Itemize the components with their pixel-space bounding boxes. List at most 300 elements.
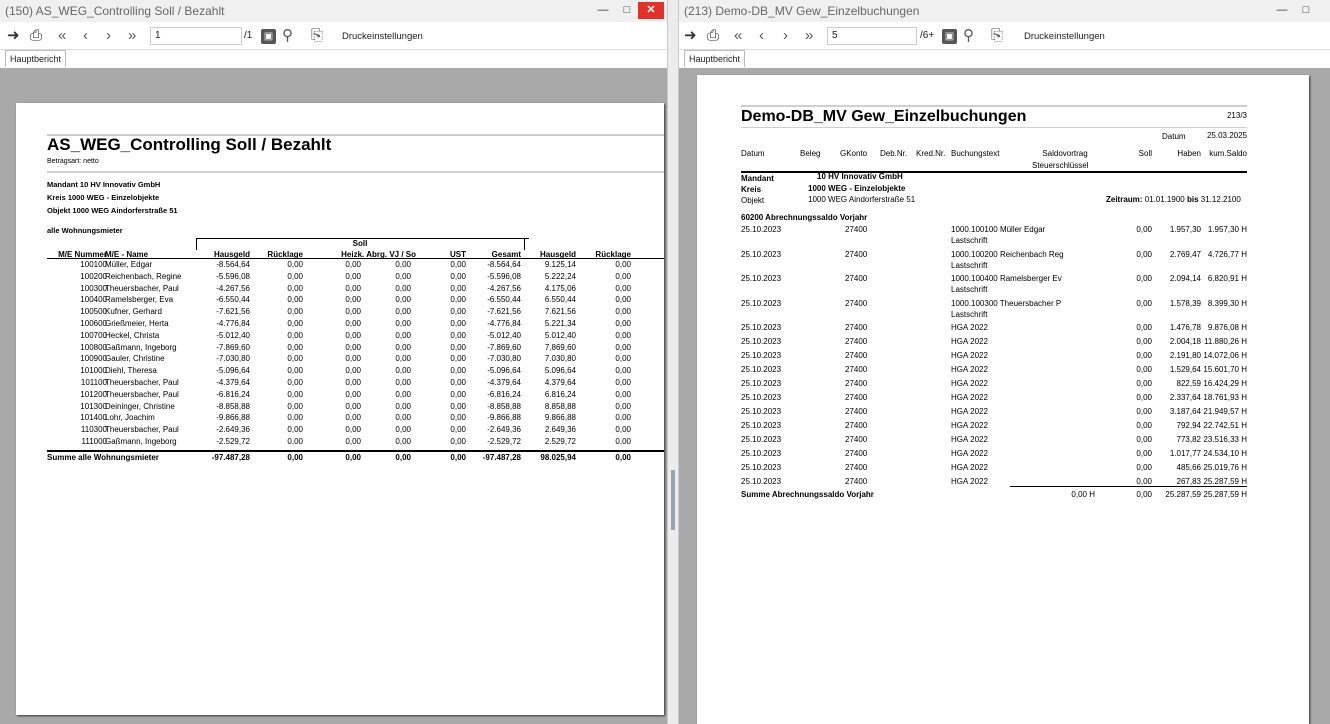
export-icon[interactable]: ➜ [7, 27, 20, 44]
table-row [16, 284, 664, 296]
soll-header: Soll [352, 239, 368, 248]
table-cell: -2.649,36 [487, 425, 521, 435]
row-text-2: Lastschrift [951, 236, 988, 245]
table-row [697, 365, 1309, 377]
table-cell: 0,00 [450, 401, 466, 411]
row-haben: 1.017,77 [1169, 449, 1201, 458]
row-text: HGA 2022 [951, 337, 988, 346]
table-cell: -4.379,64 [487, 378, 521, 387]
row-haben: 773,82 [1176, 435, 1201, 444]
table-cell: 0,00 [450, 295, 466, 305]
row-soll: 0,00 [1136, 225, 1152, 234]
table-cell: 0,00 [615, 401, 631, 411]
table-cell: 0,00 [287, 413, 303, 423]
column-header: Hausgeld [213, 250, 250, 259]
page-number-input[interactable]: 5 [827, 27, 917, 45]
row-gkonto: 27400 [845, 351, 868, 360]
table-cell: 0,00 [287, 260, 303, 269]
table-cell: Heckel, Christa [105, 330, 160, 340]
last-page-icon[interactable]: » [805, 27, 814, 44]
table-cell: 0,00 [395, 354, 411, 364]
table-row [16, 272, 664, 284]
print-icon[interactable]: ⎙ [707, 27, 720, 44]
row-date: 25.10.2023 [741, 323, 782, 332]
zeitraum-to: 31.12.2100 [1200, 195, 1241, 204]
table-cell: 0,00 [395, 295, 411, 305]
print-settings-button[interactable]: Druckeinstellungen [342, 31, 423, 42]
table-cell: 0,00 [395, 413, 411, 423]
table-cell: 0,00 [345, 354, 361, 364]
row-date: 25.10.2023 [741, 249, 782, 259]
table-cell: 0,00 [450, 354, 466, 364]
table-cell: 2.529,72 [544, 437, 576, 446]
table-cell: 0,00 [615, 425, 631, 435]
page-number-input[interactable]: 1 [150, 27, 242, 45]
table-cell: 5.096,64 [544, 366, 576, 376]
print-icon[interactable]: ⎙ [30, 27, 43, 44]
row-haben: 2.094,14 [1169, 274, 1201, 283]
report-title: Demo-DB_MV Gew_Einzelbuchungen [741, 108, 1027, 125]
zoom-icon[interactable]: ⚲ [963, 27, 974, 44]
row-kum-saldo: 14.072,06 H [1203, 351, 1247, 360]
table-cell: 100200 [80, 271, 107, 281]
print-settings-icon[interactable]: ⎘ [991, 27, 1004, 44]
table-row [697, 477, 1309, 489]
table-cell: 0,00 [345, 260, 361, 269]
column-header: Buchungstext [951, 149, 1000, 158]
row-date: 25.10.2023 [741, 298, 782, 308]
row-gkonto: 27400 [845, 249, 868, 259]
table-cell: 0,00 [345, 271, 361, 281]
row-soll: 0,00 [1136, 421, 1152, 430]
row-gkonto: 27400 [845, 225, 868, 234]
row-kum-saldo: 6.820,91 H [1207, 274, 1247, 283]
table-cell: -7.869,60 [487, 342, 521, 352]
table-cell: 0,00 [450, 342, 466, 352]
table-cell: -2.529,72 [216, 437, 250, 446]
row-gkonto: 27400 [845, 407, 868, 416]
table-cell: Müller, Edgar [105, 260, 153, 269]
table-row [16, 331, 664, 343]
zeitraum-from: 01.01.1900 [1144, 195, 1185, 204]
table-row [697, 225, 1309, 245]
table-cell: 101400 [80, 413, 107, 423]
table-cell: 0,00 [287, 401, 303, 411]
table-cell: 9.125,14 [544, 260, 576, 269]
row-haben: 822,59 [1176, 379, 1201, 388]
sum-value: 98.025,94 [540, 453, 576, 462]
row-gkonto: 27400 [845, 449, 868, 458]
row-gkonto: 27400 [845, 379, 868, 388]
page-ref: 213/3 [1226, 111, 1247, 120]
row-date: 25.10.2023 [741, 393, 782, 402]
mandant-label: Mandant [741, 174, 774, 183]
table-cell: 101200 [80, 389, 107, 399]
kreis-label: Kreis [741, 185, 762, 194]
maximize-button[interactable]: □ [623, 4, 631, 16]
row-text: HGA 2022 [951, 477, 988, 486]
table-row [697, 337, 1309, 349]
sum-value: 0,00 [345, 453, 361, 462]
soll-group-right-edge [524, 238, 525, 250]
table-cell: -4.267,56 [487, 283, 521, 293]
row-kum-saldo: 9.876,08 H [1207, 323, 1247, 332]
table-row [697, 463, 1309, 475]
export-icon[interactable]: ➜ [684, 27, 697, 44]
sum-label: Summe alle Wohnungsmieter [47, 453, 159, 462]
sum-rule [47, 450, 664, 452]
row-haben: 792,94 [1176, 421, 1201, 430]
column-header: Hausgeld [539, 250, 576, 259]
table-cell: 0,00 [287, 425, 303, 435]
table-cell: -5.096,64 [216, 366, 250, 376]
row-soll: 0,00 [1136, 351, 1152, 360]
table-cell: 0,00 [615, 307, 631, 317]
splitter-handle[interactable] [671, 470, 675, 530]
sum-value: -97.487,28 [482, 453, 521, 462]
table-cell: 0,00 [287, 330, 303, 340]
table-cell: 0,00 [450, 283, 466, 293]
column-header: GKonto [840, 149, 868, 158]
table-cell: -8.564,64 [487, 260, 521, 269]
table-cell: 0,00 [615, 260, 631, 269]
row-soll: 0,00 [1136, 477, 1152, 486]
sum-value: 0,00 [615, 453, 631, 462]
table-cell: 0,00 [395, 401, 411, 411]
table-cell: -4.379,64 [216, 378, 250, 387]
table-cell: -6.816,24 [216, 389, 250, 399]
column-header: Soll [1138, 149, 1152, 158]
row-soll: 0,00 [1136, 274, 1152, 283]
row-gkonto: 27400 [845, 337, 868, 346]
column-rule [47, 258, 664, 259]
row-text: HGA 2022 [951, 463, 988, 472]
close-button[interactable]: ✕ [638, 2, 664, 19]
table-cell: 2.649,36 [544, 425, 576, 435]
table-cell: -5.596,08 [487, 271, 521, 281]
row-soll: 0,00 [1136, 298, 1152, 308]
table-cell: -5.012,40 [216, 330, 250, 340]
table-cell: 0,00 [395, 319, 411, 328]
row-kum-saldo: 15.601,70 H [1203, 365, 1247, 374]
table-cell: 0,00 [345, 437, 361, 446]
table-cell: -4.776,84 [487, 319, 521, 328]
table-cell: -7.621,56 [487, 307, 521, 317]
kreis: Kreis 1000 WEG - Einzelobjekte [47, 193, 160, 202]
minimize-button[interactable]: — [597, 4, 609, 16]
next-page-icon[interactable]: › [106, 27, 111, 44]
table-cell: -5.012,40 [487, 330, 521, 340]
row-kum-saldo: 23.516,33 H [1203, 435, 1247, 444]
table-cell: 0,00 [345, 366, 361, 376]
row-text: HGA 2022 [951, 393, 988, 402]
row-kum-saldo: 25.287,59 H [1203, 477, 1247, 486]
table-cell: Kufner, Gerhard [105, 307, 162, 317]
table-cell: 100300 [80, 283, 107, 293]
table-cell: -5.096,64 [487, 366, 521, 376]
row-soll: 0,00 [1136, 323, 1152, 332]
row-soll: 0,00 [1136, 407, 1152, 416]
steuerschluessel-label: Steuerschlüssel [1032, 161, 1089, 170]
sum-saldo: 0,00 H [1071, 490, 1095, 499]
left-title-bar [0, 0, 667, 22]
table-cell: 0,00 [287, 354, 303, 364]
row-text: HGA 2022 [951, 379, 988, 388]
print-settings-icon[interactable]: ⎘ [311, 27, 324, 44]
table-cell: Deininger, Christine [105, 401, 175, 411]
row-haben: 1.957,30 [1169, 225, 1201, 234]
table-cell: -6.550,44 [487, 295, 521, 305]
table-cell: 0,00 [450, 437, 466, 446]
row-kum-saldo: 25.019,76 H [1203, 463, 1247, 472]
zoom-fit-icon[interactable]: ▣ [261, 29, 276, 44]
sum-soll: 0,00 [1136, 490, 1152, 499]
table-cell: 0,00 [450, 307, 466, 317]
table-cell: Theuersbacher, Paul [105, 425, 179, 435]
row-date: 25.10.2023 [741, 351, 782, 360]
datum-value: 25.03.2025 [1206, 131, 1247, 140]
page-count: /6+ [920, 30, 935, 41]
row-haben: 3.187,64 [1169, 407, 1201, 416]
table-cell: 0,00 [345, 425, 361, 435]
table-cell: 4.379,64 [544, 378, 576, 387]
row-text: HGA 2022 [951, 365, 988, 374]
row-kum-saldo: 22.742,51 H [1203, 421, 1247, 430]
row-gkonto: 27400 [845, 421, 868, 430]
table-cell: 0,00 [287, 437, 303, 446]
mandant-value: 10 HV Innovativ GmbH [817, 172, 903, 181]
row-kum-saldo: 24.534,10 H [1203, 449, 1247, 458]
table-cell: 0,00 [615, 378, 631, 387]
table-cell: Ramelsberger, Eva [105, 295, 174, 305]
table-cell: 0,00 [345, 330, 361, 340]
maximize-button[interactable]: □ [1302, 4, 1310, 16]
right-report-viewer[interactable] [679, 68, 1330, 724]
table-cell: 0,00 [615, 342, 631, 352]
page-count: /1 [244, 30, 253, 41]
zeitraum [1106, 195, 1241, 204]
table-cell: 0,00 [395, 342, 411, 352]
sum-haben: 25.287,59 [1165, 490, 1201, 499]
table-cell: 100600 [80, 319, 107, 328]
sum-rule [1010, 486, 1247, 487]
row-soll: 0,00 [1136, 449, 1152, 458]
left-report-viewer[interactable] [0, 68, 667, 724]
table-cell: Grießmeier, Herta [105, 319, 169, 328]
table-cell: 0,00 [345, 401, 361, 411]
row-soll: 0,00 [1136, 365, 1152, 374]
table-cell: -7.030,80 [487, 354, 521, 364]
table-row [16, 343, 664, 355]
zeitraum-label: Zeitraum: [1106, 195, 1143, 204]
row-soll: 0,00 [1136, 435, 1152, 444]
table-row [697, 393, 1309, 405]
table-cell: Gauler, Christine [105, 354, 165, 364]
table-cell: 4.175,06 [544, 283, 576, 293]
table-cell: Theuersbacher, Paul [105, 283, 179, 293]
row-kum-saldo: 11.880,26 H [1204, 337, 1247, 346]
row-date: 25.10.2023 [741, 274, 782, 283]
section-header: 60200 Abrechnungssaldo Vorjahr [741, 213, 868, 222]
table-cell: 0,00 [345, 342, 361, 352]
table-cell: 0,00 [287, 319, 303, 328]
table-cell: 0,00 [345, 378, 361, 387]
splitter[interactable] [667, 0, 679, 724]
table-cell: 0,00 [345, 413, 361, 423]
table-cell: 0,00 [345, 389, 361, 399]
column-header: Beleg [800, 149, 821, 158]
row-date: 25.10.2023 [741, 407, 782, 416]
table-cell: 7.869,60 [544, 342, 576, 352]
right-report-window [679, 0, 1330, 724]
table-cell: -7.030,80 [216, 354, 250, 364]
row-text-2: Lastschrift [951, 260, 988, 270]
table-cell: 9.866,88 [544, 413, 576, 423]
table-cell: 0,00 [615, 389, 631, 399]
right-report-page [697, 75, 1309, 724]
row-text-2: Lastschrift [951, 309, 988, 319]
table-cell: 0,00 [450, 330, 466, 340]
table-cell: -4.776,84 [216, 319, 250, 328]
table-cell: 0,00 [395, 271, 411, 281]
mandant: Mandant 10 HV Innovativ GmbH [47, 180, 161, 189]
header-rule [741, 127, 1247, 128]
table-cell: 0,00 [395, 378, 411, 387]
table-cell: 0,00 [287, 366, 303, 376]
table-cell: 6.550,44 [544, 295, 576, 305]
table-cell: Reichenbach, Regine [105, 271, 182, 281]
row-haben: 2.769,47 [1169, 249, 1201, 259]
minimize-button[interactable]: — [1276, 4, 1288, 16]
sum-value: 0,00 [395, 453, 411, 462]
previous-page-icon[interactable]: ‹ [83, 27, 88, 44]
column-header: M/E Nummer [58, 250, 107, 259]
row-haben: 2.191,80 [1169, 351, 1201, 360]
zeitraum-bis: bis [1186, 195, 1199, 204]
sum-value: -97.487,28 [211, 453, 250, 462]
table-cell: 0,00 [450, 260, 466, 269]
left-report-page [16, 103, 664, 715]
sum-value: 0,00 [450, 453, 466, 462]
row-date: 25.10.2023 [741, 421, 782, 430]
table-cell: 101300 [80, 401, 107, 411]
table-cell: 100100 [80, 260, 107, 269]
table-cell: 0,00 [450, 378, 466, 387]
table-row [16, 378, 664, 390]
table-cell: -9.866,88 [487, 413, 521, 423]
column-header: Heizk. Abrg. VJ / So [341, 250, 416, 259]
row-soll: 0,00 [1136, 337, 1152, 346]
row-gkonto: 27400 [845, 435, 868, 444]
zoom-fit-icon[interactable]: ▣ [942, 29, 957, 44]
sum-label: Summe Abrechnungssaldo Vorjahr [741, 490, 874, 499]
next-page-icon[interactable]: › [783, 27, 788, 44]
table-cell: 0,00 [287, 283, 303, 293]
table-row [16, 390, 664, 402]
column-header: Haben [1177, 149, 1201, 158]
table-cell: -7.621,56 [216, 307, 250, 317]
table-cell: -4.267,56 [216, 283, 250, 293]
last-page-icon[interactable]: » [128, 27, 137, 44]
right-toolbar [679, 22, 1330, 50]
row-date: 25.10.2023 [741, 435, 782, 444]
table-cell: -5.596,08 [216, 271, 250, 281]
table-cell: 5.221,34 [544, 319, 576, 328]
table-cell: 110300 [80, 425, 107, 435]
tab-hauptbericht[interactable]: Hauptbericht [684, 50, 745, 67]
table-cell: 0,00 [450, 319, 466, 328]
table-cell: 0,00 [395, 437, 411, 446]
table-cell: 100800 [80, 342, 107, 352]
table-cell: 0,00 [395, 425, 411, 435]
table-cell: 8.858,88 [544, 401, 576, 411]
table-cell: 0,00 [345, 319, 361, 328]
table-row [16, 402, 664, 414]
table-cell: 101000 [80, 366, 107, 376]
row-date: 25.10.2023 [741, 449, 782, 458]
objekt-value: 1000 WEG Aindorferstraße 51 [808, 195, 916, 204]
row-date: 25.10.2023 [741, 477, 782, 486]
row-kum-saldo: 16.424,29 H [1203, 379, 1247, 388]
table-cell: 100500 [80, 307, 107, 317]
table-cell: 0,00 [615, 354, 631, 364]
table-cell: 0,00 [287, 295, 303, 305]
table-cell: 0,00 [395, 389, 411, 399]
table-cell: -6.550,44 [216, 295, 250, 305]
table-cell: 0,00 [615, 413, 631, 423]
tab-hauptbericht[interactable]: Hauptbericht [5, 50, 66, 67]
table-cell: 100900 [80, 354, 107, 364]
table-row [697, 249, 1309, 270]
table-cell: 0,00 [287, 378, 303, 387]
row-haben: 1.529,64 [1169, 365, 1201, 374]
table-cell: 5.012,40 [544, 330, 576, 340]
table-cell: 0,00 [615, 271, 631, 281]
objekt-label: Objekt [741, 196, 765, 205]
row-text-2: Lastschrift [951, 285, 988, 294]
table-cell: 0,00 [395, 330, 411, 340]
table-cell: -8.858,88 [487, 401, 521, 411]
table-cell: 0,00 [615, 283, 631, 293]
print-settings-button[interactable]: Druckeinstellungen [1024, 31, 1105, 42]
table-cell: 0,00 [395, 283, 411, 293]
column-header: Saldovortrag [1042, 149, 1088, 158]
table-row [16, 354, 664, 366]
report-title: AS_WEG_Controlling Soll / Bezahlt [47, 135, 332, 154]
table-cell: Gaßmann, Ingeborg [105, 342, 177, 352]
row-haben: 267,83 [1176, 477, 1201, 486]
first-page-icon[interactable]: « [58, 27, 67, 44]
table-cell: 0,00 [615, 366, 631, 376]
table-cell: -2.649,36 [216, 425, 250, 435]
row-date: 25.10.2023 [741, 225, 782, 234]
column-header: kum.Saldo [1209, 149, 1247, 158]
table-row [697, 323, 1309, 335]
left-tab-bar [0, 50, 667, 68]
previous-page-icon[interactable]: ‹ [759, 27, 764, 44]
row-text: HGA 2022 [951, 407, 988, 416]
row-kum-saldo: 18.761,93 H [1203, 393, 1247, 402]
table-cell: 0,00 [287, 307, 303, 317]
table-cell: 0,00 [450, 413, 466, 423]
column-header: UST [450, 250, 466, 259]
right-window-title: (213) Demo-DB_MV Gew_Einzelbuchungen [684, 4, 920, 18]
table-cell: 0,00 [615, 437, 631, 446]
table-row [16, 413, 664, 425]
table-cell: 0,00 [450, 366, 466, 376]
zoom-icon[interactable]: ⚲ [282, 27, 293, 44]
first-page-icon[interactable]: « [734, 27, 743, 44]
